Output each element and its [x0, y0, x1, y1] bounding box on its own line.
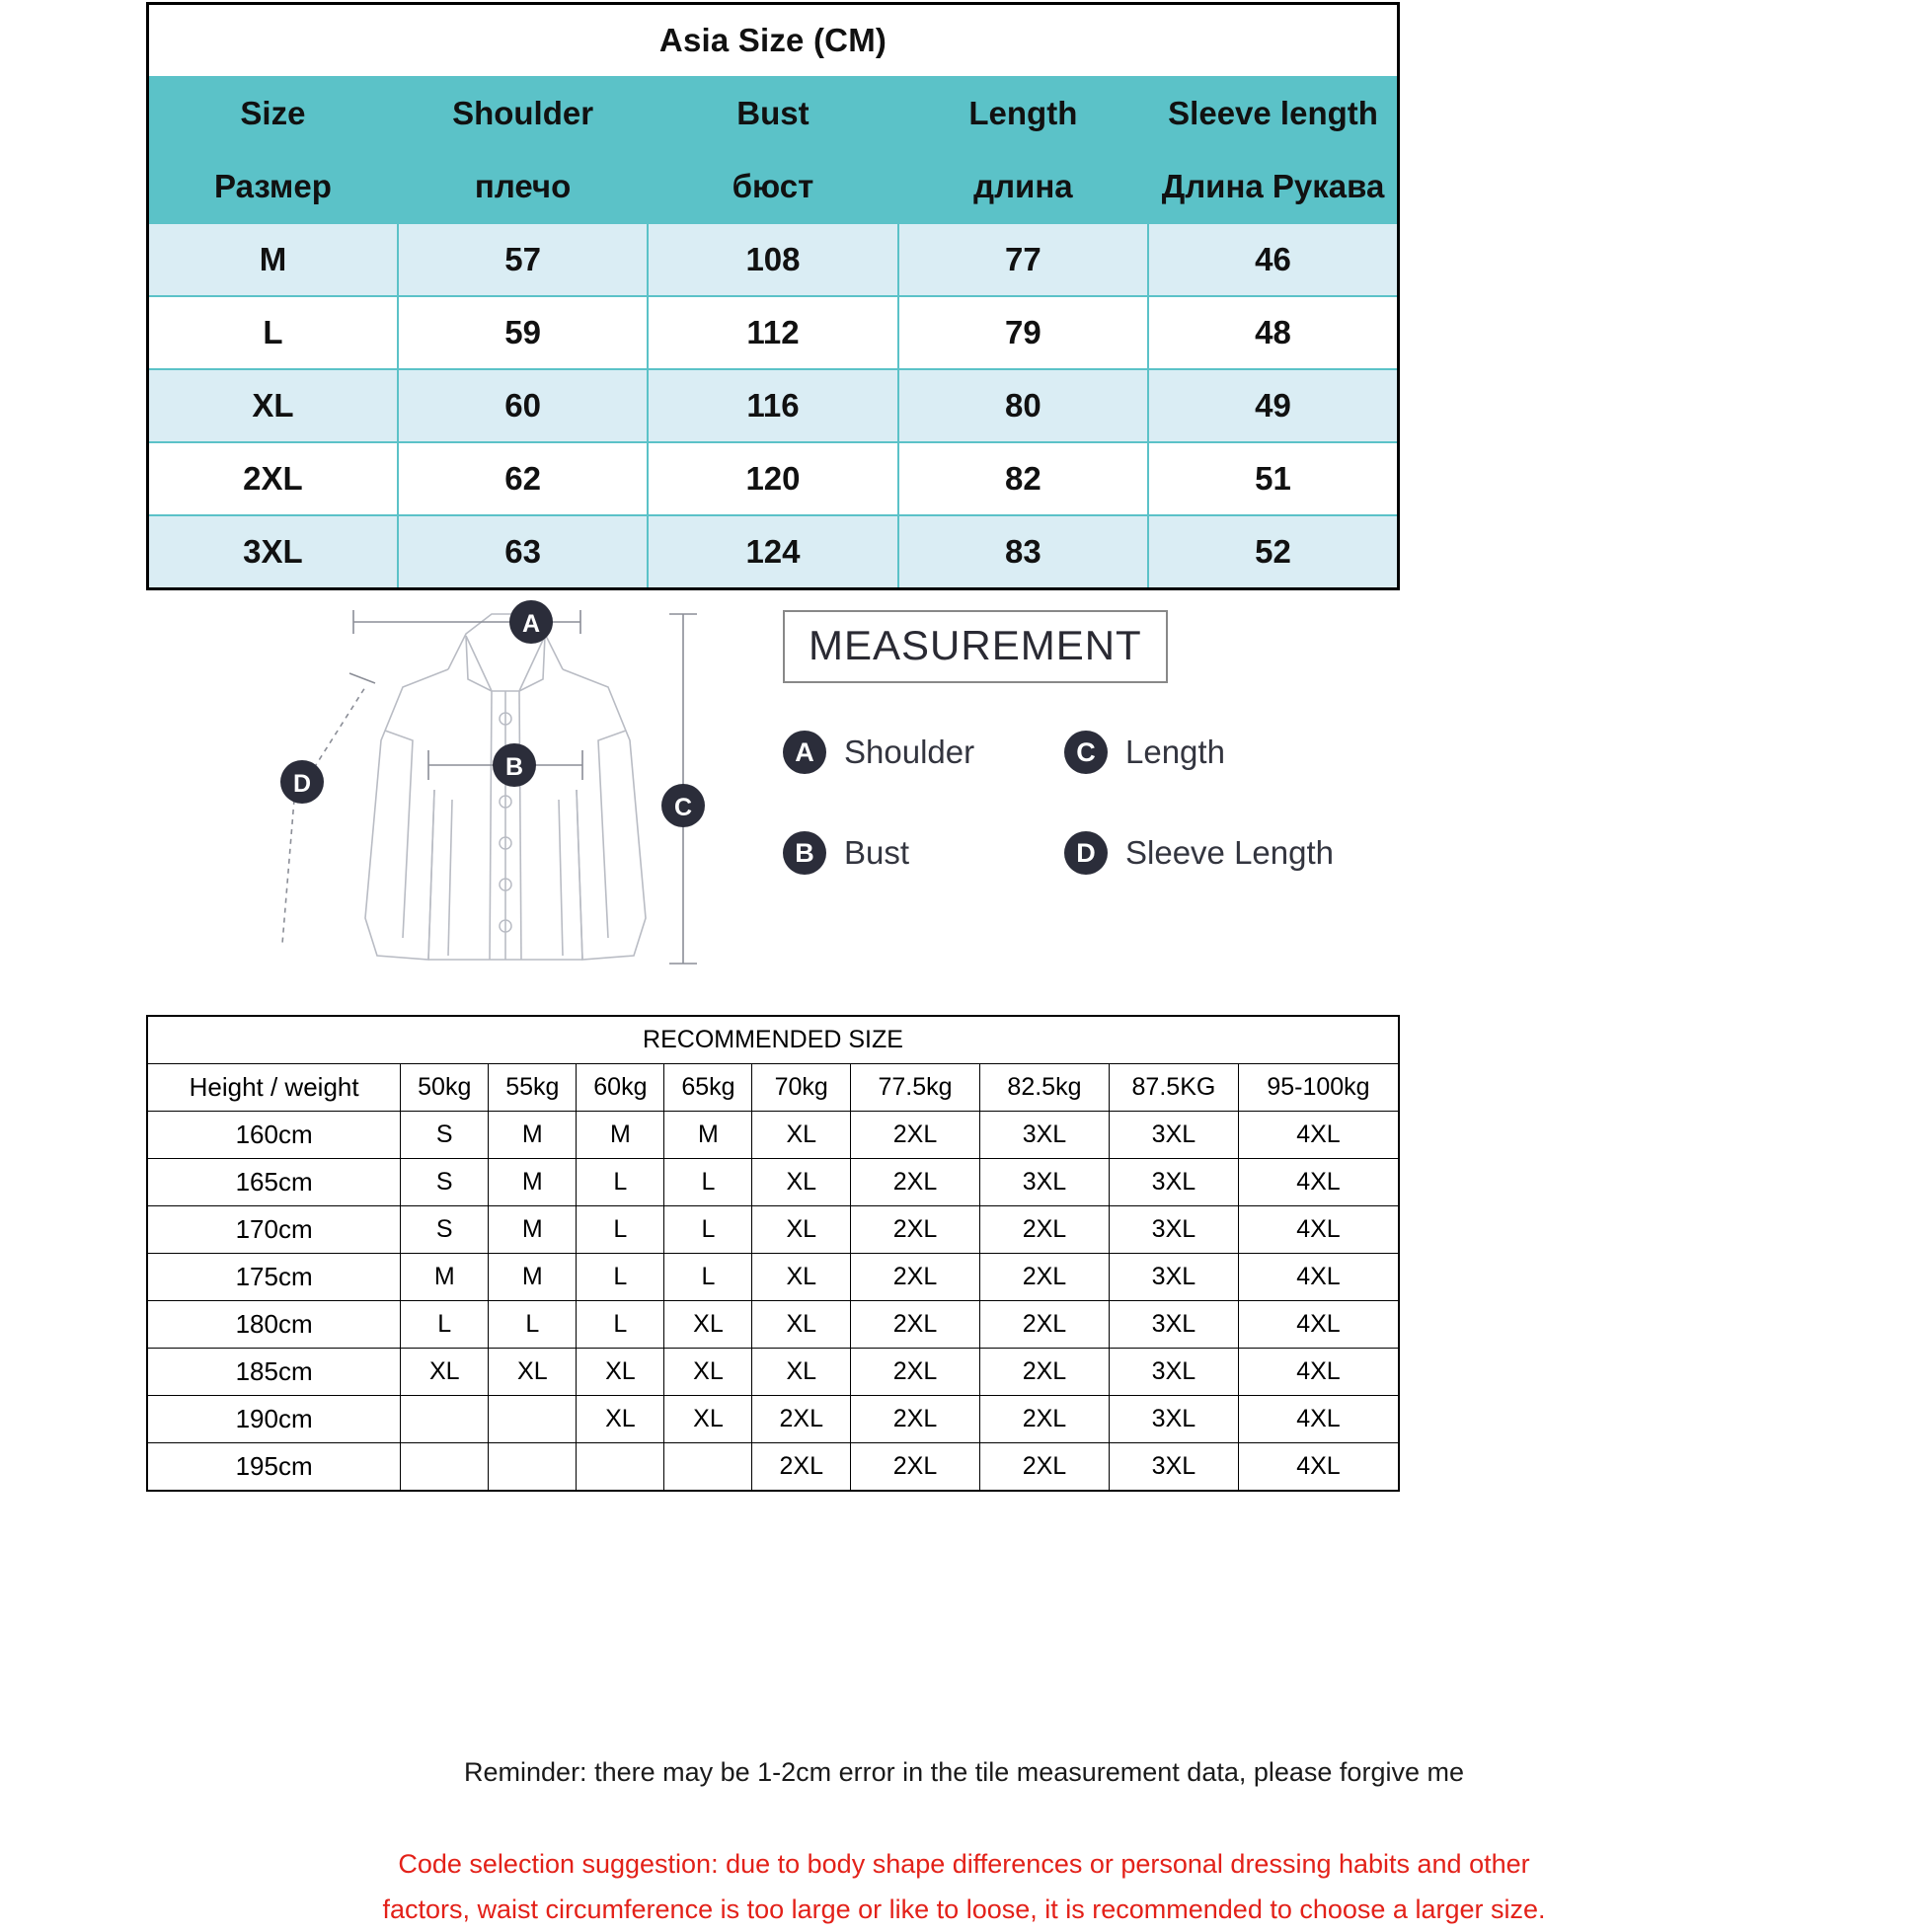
table-row [148, 442, 1399, 515]
diagram-badge-a [509, 600, 553, 644]
table-row [148, 515, 1399, 589]
rec-cell: XL [752, 1206, 851, 1254]
cell-length: 80 [898, 369, 1148, 442]
asia-header-sleeve: Sleeve length [1148, 77, 1398, 150]
measurement-legend-grid [783, 731, 1375, 875]
diagram-badge-b [493, 743, 536, 787]
code-note-line-2: factors, waist circumference is too large or like to loose, it is recommended to choose a larger size. [382, 1894, 1546, 1924]
cell-shoulder: 62 [398, 442, 648, 515]
badge-c-icon: C [1064, 731, 1108, 774]
weight-header-2: 60kg [577, 1064, 664, 1112]
svg-text:A: A [521, 610, 541, 638]
legend-label-bust: Bust [844, 834, 910, 871]
rec-cell: 3XL [1109, 1254, 1238, 1301]
code-note-line-1: Code selection suggestion: due to body shape differences or personal dressing habits and other [398, 1849, 1530, 1879]
table-row [148, 223, 1399, 296]
rec-cell: L [577, 1159, 664, 1206]
diagram-badge-d [280, 760, 324, 804]
rec-cell: M [577, 1112, 664, 1159]
cell-shoulder: 60 [398, 369, 648, 442]
rec-cell: L [664, 1159, 752, 1206]
rec-cell: M [664, 1112, 752, 1159]
weight-header-6: 82.5kg [979, 1064, 1109, 1112]
cell-length: 79 [898, 296, 1148, 369]
table-row [147, 1443, 1399, 1492]
asia-header-length-ru: длина [898, 150, 1148, 223]
rec-cell: 2XL [851, 1443, 980, 1492]
rec-cell: 2XL [979, 1254, 1109, 1301]
rec-cell: 2XL [851, 1349, 980, 1396]
legend-label-sleeve-length: Sleeve Length [1125, 834, 1335, 871]
recommended-size-table-container [146, 1015, 1400, 1492]
rec-cell: 4XL [1238, 1349, 1399, 1396]
measurement-title: MEASUREMENT [783, 610, 1168, 683]
height-label: 185cm [147, 1349, 401, 1396]
measurement-section [146, 592, 1400, 997]
cell-sleeve: 51 [1148, 442, 1398, 515]
recommended-header-row [147, 1064, 1399, 1112]
rec-cell: 3XL [979, 1112, 1109, 1159]
height-label: 165cm [147, 1159, 401, 1206]
rec-cell: XL [664, 1349, 752, 1396]
rec-cell: 4XL [1238, 1301, 1399, 1349]
rec-cell: S [401, 1159, 489, 1206]
table-row [147, 1254, 1399, 1301]
rec-cell: 2XL [851, 1301, 980, 1349]
badge-a-icon: A [783, 731, 826, 774]
table-row [147, 1112, 1399, 1159]
asia-title-row [148, 4, 1399, 78]
rec-cell: 2XL [851, 1206, 980, 1254]
rec-cell: 2XL [851, 1254, 980, 1301]
cell-size: M [148, 223, 398, 296]
table-row [148, 369, 1399, 442]
cell-sleeve: 48 [1148, 296, 1398, 369]
svg-text:B: B [504, 753, 524, 781]
shirt-illustration-svg [255, 592, 788, 987]
height-label: 190cm [147, 1396, 401, 1443]
asia-header-row-en [148, 77, 1399, 150]
weight-header-0: 50kg [401, 1064, 489, 1112]
code-selection-note [0, 1841, 1928, 1932]
asia-header-size-ru: Размер [148, 150, 398, 223]
rec-cell: L [489, 1301, 577, 1349]
asia-header-bust: Bust [648, 77, 897, 150]
rec-cell [489, 1443, 577, 1492]
legend-item-length [1064, 731, 1375, 774]
rec-cell [664, 1443, 752, 1492]
rec-cell: XL [577, 1349, 664, 1396]
rec-cell: L [577, 1301, 664, 1349]
height-label: 170cm [147, 1206, 401, 1254]
cell-sleeve: 52 [1148, 515, 1398, 589]
cell-shoulder: 59 [398, 296, 648, 369]
rec-cell: 2XL [979, 1396, 1109, 1443]
rec-cell: XL [752, 1254, 851, 1301]
badge-d-icon: D [1064, 831, 1108, 875]
rec-cell: 3XL [1109, 1349, 1238, 1396]
rec-cell: 3XL [1109, 1159, 1238, 1206]
rec-cell: 2XL [752, 1443, 851, 1492]
cell-bust: 116 [648, 369, 897, 442]
cell-length: 77 [898, 223, 1148, 296]
cell-bust: 108 [648, 223, 897, 296]
rec-cell: 2XL [752, 1396, 851, 1443]
rec-cell: 4XL [1238, 1159, 1399, 1206]
legend-item-shoulder [783, 731, 1064, 774]
rec-cell: M [401, 1254, 489, 1301]
asia-header-row-ru [148, 150, 1399, 223]
asia-table-title: Asia Size (CM) [148, 4, 1399, 78]
rec-cell: 4XL [1238, 1254, 1399, 1301]
rec-cell: XL [577, 1396, 664, 1443]
rec-cell: M [489, 1254, 577, 1301]
rec-cell: L [577, 1206, 664, 1254]
rec-cell: M [489, 1112, 577, 1159]
legend-label-shoulder: Shoulder [844, 734, 975, 770]
recommended-size-title: RECOMMENDED SIZE [147, 1016, 1399, 1064]
svg-text:D: D [292, 770, 312, 798]
rec-cell: XL [752, 1349, 851, 1396]
diagram-badge-c [661, 784, 705, 827]
rec-cell: 4XL [1238, 1396, 1399, 1443]
rec-cell: L [401, 1301, 489, 1349]
cell-length: 83 [898, 515, 1148, 589]
cell-bust: 120 [648, 442, 897, 515]
cell-size: 3XL [148, 515, 398, 589]
cell-size: L [148, 296, 398, 369]
table-row [147, 1396, 1399, 1443]
rec-cell: XL [664, 1396, 752, 1443]
rec-cell: 2XL [851, 1396, 980, 1443]
asia-header-shoulder: Shoulder [398, 77, 648, 150]
rec-cell: 2XL [979, 1301, 1109, 1349]
rec-cell [401, 1443, 489, 1492]
asia-header-shoulder-ru: плечо [398, 150, 648, 223]
rec-cell: S [401, 1112, 489, 1159]
cell-shoulder: 57 [398, 223, 648, 296]
rec-cell: L [664, 1206, 752, 1254]
rec-cell: XL [752, 1159, 851, 1206]
rec-cell: 4XL [1238, 1443, 1399, 1492]
height-label: 175cm [147, 1254, 401, 1301]
table-row [147, 1206, 1399, 1254]
cell-shoulder: 63 [398, 515, 648, 589]
cell-bust: 112 [648, 296, 897, 369]
rec-cell [577, 1443, 664, 1492]
rec-cell: 2XL [979, 1206, 1109, 1254]
rec-cell: L [577, 1254, 664, 1301]
rec-cell [489, 1396, 577, 1443]
legend-item-sleeve-length [1064, 831, 1375, 875]
rec-cell: 3XL [979, 1159, 1109, 1206]
cell-size: XL [148, 369, 398, 442]
cell-sleeve: 46 [1148, 223, 1398, 296]
rec-cell: 2XL [979, 1349, 1109, 1396]
asia-header-length: Length [898, 77, 1148, 150]
rec-cell: S [401, 1206, 489, 1254]
weight-header-1: 55kg [489, 1064, 577, 1112]
shirt-diagram [255, 592, 788, 987]
legend-item-bust [783, 831, 1064, 875]
rec-cell: 3XL [1109, 1206, 1238, 1254]
rec-cell: 3XL [1109, 1112, 1238, 1159]
asia-header-sleeve-ru: Длина Рукава [1148, 150, 1398, 223]
rec-cell: XL [752, 1112, 851, 1159]
cell-bust: 124 [648, 515, 897, 589]
rec-cell: XL [752, 1301, 851, 1349]
cell-size: 2XL [148, 442, 398, 515]
rec-cell: 2XL [851, 1112, 980, 1159]
table-row [147, 1349, 1399, 1396]
weight-header-4: 70kg [752, 1064, 851, 1112]
rec-cell: L [664, 1254, 752, 1301]
rec-cell: 4XL [1238, 1112, 1399, 1159]
asia-header-size: Size [148, 77, 398, 150]
cell-sleeve: 49 [1148, 369, 1398, 442]
rec-cell: XL [664, 1301, 752, 1349]
rec-cell: 3XL [1109, 1396, 1238, 1443]
rec-cell: 2XL [851, 1159, 980, 1206]
badge-b-icon: B [783, 831, 826, 875]
weight-header-8: 95-100kg [1238, 1064, 1399, 1112]
table-row [147, 1159, 1399, 1206]
rec-cell: 2XL [979, 1443, 1109, 1492]
rec-cell: XL [489, 1349, 577, 1396]
table-row [148, 296, 1399, 369]
table-row [147, 1301, 1399, 1349]
cell-length: 82 [898, 442, 1148, 515]
reminder-text: Reminder: there may be 1-2cm error in the tile measurement data, please forgive me [464, 1757, 1464, 1787]
rec-cell: 3XL [1109, 1443, 1238, 1492]
measurement-legend [783, 610, 1375, 985]
weight-header-3: 65kg [664, 1064, 752, 1112]
rec-cell: M [489, 1206, 577, 1254]
asia-size-table [146, 2, 1400, 590]
weight-header-7: 87.5KG [1109, 1064, 1238, 1112]
asia-size-table-container [146, 2, 1400, 590]
rec-cell: M [489, 1159, 577, 1206]
rec-cell [401, 1396, 489, 1443]
height-label: 195cm [147, 1443, 401, 1492]
legend-label-length: Length [1125, 734, 1225, 770]
height-label: 180cm [147, 1301, 401, 1349]
weight-header-5: 77.5kg [851, 1064, 980, 1112]
asia-header-bust-ru: бюст [648, 150, 897, 223]
height-label: 160cm [147, 1112, 401, 1159]
rec-cell: 4XL [1238, 1206, 1399, 1254]
svg-text:C: C [673, 794, 693, 821]
recommended-corner-label: Height / weight [147, 1064, 401, 1112]
rec-cell: 3XL [1109, 1301, 1238, 1349]
recommended-size-table [146, 1015, 1400, 1492]
recommended-title-row [147, 1016, 1399, 1064]
rec-cell: XL [401, 1349, 489, 1396]
